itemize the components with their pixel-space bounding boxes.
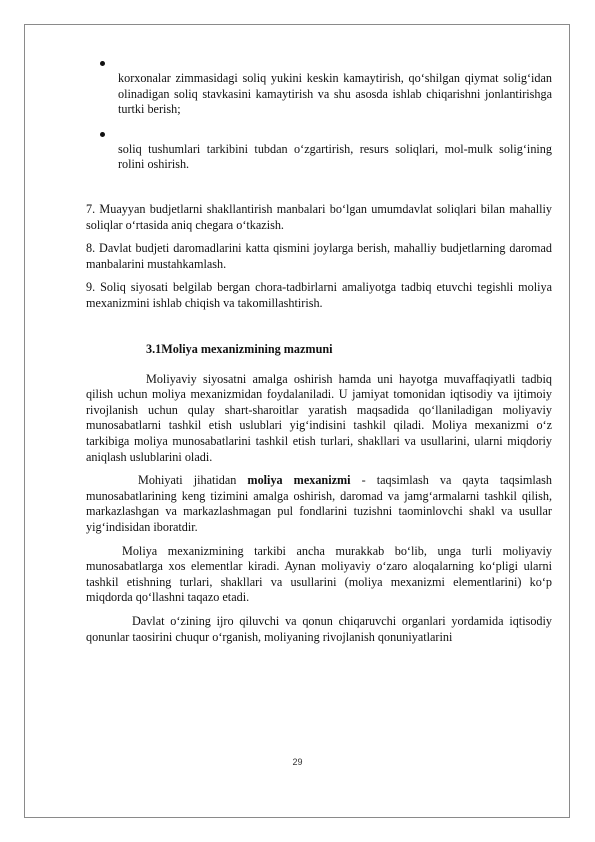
- bullet-item: [86, 142, 552, 173]
- bullet-text: soliq tushumlari tarkibini tubdan o‘zgartirish, resurs soliqlari, mol-mulk solig‘ining rolini oshirish.: [118, 141, 552, 172]
- list-item: 8. Davlat budjeti daromadlarini katta qismini joylarga berish, mahalliy budjetlarning daromad manbalarini mustahkamlash.: [86, 241, 552, 271]
- bullet-dot-icon: [100, 132, 105, 137]
- bullet-item: [86, 71, 552, 118]
- list-item: 9. Soliq siyosati belgilab bergan chora-tadbirlarni amaliyotga tadbiq etuvchi tegishli moliya mexanizmini ishlab chiqish va takomillashtirish.: [86, 280, 552, 310]
- paragraph: Davlat o‘zining ijro qiluvchi va qonun chiqaruvchi organlari yordamida iqtisodiy qonunlar taosirini chuqur o‘rganish, moliyaning rivojlanish qonuniyatlarini: [86, 613, 552, 644]
- paragraph: Moliyaviy siyosatni amalga oshirish hamda uni hayotga muvaffaqiyatli tadbiq qilish uchun moliya mexanizmidan foydalaniladi. U jamiyat tomonidan iqtisodiy va ijtimoiy rivojlanish uchun qulay shart-sharoitlar yaratish maqsadida qo‘llaniladigan moliyaviy munosabatlarni tashkil etish uslublari yig‘indisini tashkil qiladi. Moliya mexanizmi o‘z tarkibiga moliya munosabatlarini tashkil etish turlari, shakllari va usullarini, ularni miqdoriy aniqlash uslublarini oladi.: [86, 371, 552, 464]
- bullet-text: korxonalar zimmasidagi soliq yukini keskin kamaytirish, qo‘shilgan qiymat solig‘idan olinadigan soliq stavkasini kamaytirish va shu asosda ishlab chiqarishni jonlantirishga turtki berish;: [118, 71, 552, 117]
- section-heading: 3.1Moliya mexanizmining mazmuni: [146, 342, 333, 356]
- bullet-dot-icon: [100, 61, 105, 66]
- paragraph-text: - taqsimlash va qayta taqsimlash munosabatlarining keng tizimini amalga oshirish, daromad va jamg‘armalarni tashkil qilish, markazlashgan va markazlashmagan pul fondlarini tuzishni taominlovchi shakl va usullar yig‘indisidan iboratdir.: [86, 473, 552, 534]
- paragraph: Moliya mexanizmining tarkibi ancha murakkab bo‘lib, unga turli moliyaviy munosabatlarga xos elementlar kiradi. Aynan moliyaviy o‘zaro aloqalarning ko‘pligi ularni tashkil etishning turlari, shakllari va usullarini (moliya mexanizmi elementlarini) ko‘p miqdorda qo‘llashni taqazo etadi.: [86, 543, 552, 605]
- page-content: [86, 46, 552, 173]
- bold-term: moliya mexanizmi: [247, 473, 351, 488]
- page-number: 29: [292, 757, 303, 767]
- paragraph: [86, 473, 552, 535]
- numbered-list: [86, 202, 552, 312]
- paragraph-text: Mohiyati jihatidan: [138, 473, 248, 488]
- section: [86, 342, 552, 645]
- list-item: 7. Muayyan budjetlarni shakllantirish manbalari bo‘lgan umumdavlat soliqlari bilan mahalliy soliqlar o‘rtasida aniq chegara o‘tkazish.: [86, 202, 552, 232]
